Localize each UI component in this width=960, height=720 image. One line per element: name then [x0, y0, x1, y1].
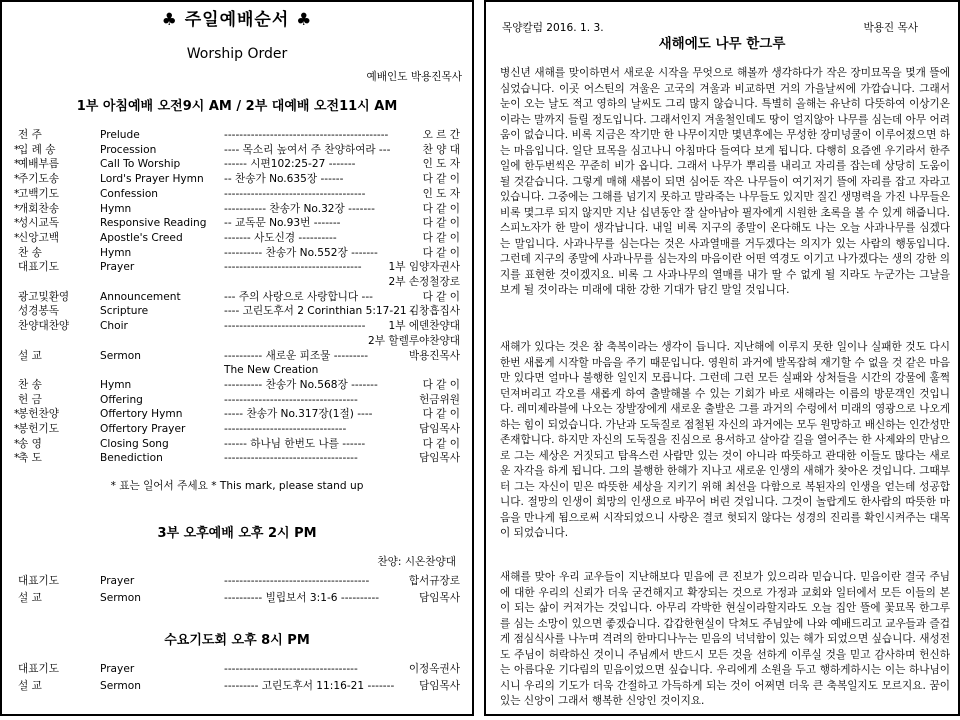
worship-order-page [0, 0, 474, 716]
item-mark: * [14, 217, 20, 230]
order-item [14, 216, 460, 231]
order-item [14, 143, 460, 158]
order-item [14, 407, 460, 422]
service3-praise: 찬양: 시온찬양대 [377, 556, 456, 568]
item-english: Benediction [100, 452, 163, 465]
item-leader: 담임목사 [419, 423, 460, 435]
item-leader: 2부 할렐루야찬양대 [368, 334, 460, 347]
order-item [14, 231, 460, 246]
item-detail: ------------------------------------- [224, 320, 366, 333]
item-english: Closing Song [100, 437, 169, 450]
item-detail: ---------- 찬송가 No.552장 ------- [224, 246, 378, 259]
order-item [14, 128, 460, 143]
item-mark: * [14, 452, 20, 465]
item-detail: ---------- 새로운 피조물 --------- [224, 349, 369, 362]
order-item [14, 172, 460, 187]
item-english: Hymn [100, 378, 132, 391]
item-english: Sermon [100, 591, 141, 604]
item-leader: 인 도 자 [422, 158, 460, 171]
item-english: Sermon [100, 679, 141, 692]
item-detail: ------------------------------------------- [224, 129, 389, 141]
item-mark: * [14, 437, 20, 450]
item-leader: 다 같 이 [422, 408, 460, 421]
item-english: Call To Worship [100, 158, 181, 171]
column-header-date: 목양칼럼 2016. 1. 3. [502, 22, 604, 34]
item-detail: -------------------------------- [224, 423, 347, 435]
stand-note: * 표는 일어서 주세요 * This mark, please stand up [110, 480, 364, 492]
column-title: 새해에도 나무 한그루 [658, 36, 786, 52]
order-item [14, 437, 460, 452]
item-korean: 전 주 [18, 129, 42, 141]
item-korean: 대표기도 [18, 575, 59, 587]
order-item [14, 187, 460, 202]
item-english: Offertory Prayer [100, 423, 186, 435]
order-item [14, 393, 460, 408]
item-leader: 1부 에덴찬양대 [388, 320, 460, 333]
item-detail: ---------- 빌립보서 3:1-6 ---------- [224, 591, 380, 604]
item-mark: * [14, 423, 20, 435]
item-korean: 축 도 [18, 452, 42, 465]
item-detail: ------- 사도신경 ---------- [224, 231, 337, 244]
item-detail: -- 찬송가 No.635장 ------ [224, 173, 344, 186]
item-leader: 인 도 자 [422, 187, 460, 200]
order-item [14, 334, 460, 349]
item-mark: * [14, 231, 20, 244]
order-item [14, 574, 460, 589]
item-detail: ----------------------------------- [224, 663, 358, 675]
item-english: Hymn [100, 246, 132, 259]
item-english: Prayer [100, 663, 135, 675]
item-korean: 대표기도 [18, 261, 59, 274]
item-leader: 다 같 이 [422, 217, 460, 230]
item-korean: 찬 송 [18, 246, 42, 259]
item-leader: 합서규장로 [408, 575, 460, 587]
order-item [14, 202, 460, 217]
item-mark: * [14, 187, 20, 200]
order-item [14, 275, 460, 290]
item-detail: -- 교독문 No.93번 ------- [224, 217, 341, 230]
page-subtitle: Worship Order [186, 46, 288, 62]
item-english: Procession [100, 143, 157, 156]
item-korean: 봉헌기도 [18, 423, 59, 435]
item-korean: 송 영 [18, 437, 42, 450]
item-english: Sermon [100, 349, 141, 362]
order-item [14, 246, 460, 261]
order-item [14, 260, 460, 275]
item-english: Confession [100, 187, 159, 200]
item-korean: 성경봉독 [18, 305, 59, 318]
order-item [14, 451, 460, 466]
order-item [14, 157, 460, 172]
item-english: Hymn [100, 202, 132, 215]
order-item [14, 378, 460, 393]
item-detail: -------------------------------------- [224, 575, 370, 587]
order-item [14, 422, 460, 437]
item-leader: 다 같 이 [422, 290, 460, 303]
item-detail: ------ 시편102:25-27 ------- [224, 158, 356, 171]
item-leader: 담임목사 [419, 679, 460, 692]
item-mark: * [14, 173, 20, 186]
item-detail: ----------------------------------- [224, 393, 358, 406]
item-korean: 고백기도 [18, 187, 59, 200]
service1-heading: 1부 아침예배 오전9시 AM / 2부 대예배 오전11시 AM [76, 99, 398, 114]
item-mark: * [14, 202, 20, 215]
page-title: ♣ 주일예배순서 ♣ [161, 10, 313, 30]
wednesday-heading: 수요기도회 오후 8시 PM [164, 633, 310, 648]
item-english: Scripture [100, 305, 149, 318]
item-korean: 봉헌찬양 [18, 408, 59, 421]
order-item [14, 679, 460, 694]
item-detail: ------------------------------------- [224, 187, 366, 200]
item-english: Choir [100, 320, 128, 333]
item-korean: 성시교독 [18, 217, 59, 230]
item-mark: * [14, 408, 20, 421]
column-paragraph-3: 새해를 맞아 우리 교우들이 지난해보다 믿음에 큰 진보가 있으리라 믿습니다. 믿음이란 결국 주님에 대한 우리의 신뢰가 더욱 굳건해지고 확장되는 것으로 가정과 교회와 일터에서 모든 이들의 본이 되는 삶이 커져가는 것입니다. 아무리 각박한 현실이라할지라도 오늘 집안 뜰에 꽃묘목 한그루를 심는 소망이 있으면 좋겠습니다. 갑갑한현실이 닥쳐도 주님앞에 나와 예배드리고 교우들과 즐겁게 점심식사를 나누며 격려의 한마디나누는 믿음의 넉넉함이 있는 해가 되었으면 싶습니다. 새성전도 주님이 허락하신 것이니 주님께서 반드시 모든 것을 선하게 이루실 것을 믿고 감사하며 헌신하는 아름다운 기다림의 믿음이었으면 싶습니다. 우리에게 소원을 두고 행하게하시는 이는 하나님이시니 우리의 기도가 더욱 간절하고 가득하게 되는 것이 어쩌면 더욱 큰 축복일지도 모르지요. 꿈이 있는 신앙이 그래서 행복한 신앙인 것이지요. [500, 571, 950, 707]
item-leader: 찬 양 대 [422, 143, 460, 156]
item-english: Apostle's Creed [100, 231, 183, 244]
item-english: Announcement [100, 290, 181, 303]
item-leader: 담임목사 [419, 591, 460, 604]
item-detail: The New Creation [224, 364, 319, 377]
item-korean: 대표기도 [18, 663, 59, 675]
worship-leader: 예배인도 박용진목사 [366, 71, 462, 83]
order-item [14, 290, 460, 305]
order-item [14, 349, 460, 364]
item-leader: 다 같 이 [422, 246, 460, 259]
item-english: Prayer [100, 575, 135, 587]
item-english: Prayer [100, 261, 135, 274]
item-leader: 다 같 이 [422, 202, 460, 215]
item-leader: 김창흡집사 [408, 305, 460, 318]
order-item [14, 363, 460, 378]
item-korean: 설 교 [18, 591, 42, 604]
service3-heading: 3부 오후예배 오후 2시 PM [157, 526, 317, 541]
item-english: Offertory Hymn [100, 408, 183, 421]
item-mark: * [14, 158, 20, 171]
item-detail: ----- 찬송가 No.317장(1절) ---- [224, 408, 373, 421]
item-korean: 찬 송 [18, 378, 42, 391]
item-korean: 설 교 [18, 679, 42, 692]
order-item [14, 662, 460, 677]
item-korean: 헌 금 [18, 393, 42, 406]
item-korean: 개회찬송 [18, 202, 59, 215]
column-paragraph-1: 병신년 새해를 맞이하면서 새로운 시작을 무엇으로 해볼까 생각하다가 작은 장미묘목을 몇개 뜰에 심었습니다. 이곳 어스틴의 겨울은 고국의 겨울과 비교하면 거의 가을날씨에 가깝습니다. 그래서 눈이 오는 날도 적고 영하의 날씨도 그리 많지 않습니다. 특별히 올해는 유난히 다뜻하여 이상기온이라는 말까지 들릴 정도입니다. 그래서인지 겨울철인데도 땅이 얼지않아 나무를 심는데 아무 어려움이 없습니다. 비록 지금은 작기만 한 나무이지만 몇년후에는 무성한 장미넝쿨이 이루어졌으면 하는 마음입니다. 일단 묘목을 심고나니 아침마다 들여다 보게 됩니다. 다행히 요즘엔 우기라서 한주일에 한두번씩은 꾸준히 비가 옵니다. 그래서 나무가 뿌리를 내리고 자리를 잡는데 상당히 도움이 될 것같습니다. 그렇게 매해 새봄이 되면 심어둔 작은 나무들이 여기저기 뜰에 자리를 잡고 자라고 있습니다. 그중에는 그해를 넘기지 못하고 말라죽는 나무들도 있지만 질긴 생명력을 가진 나무들은 비록 몇그루 되지 않지만 지난 십년동안 잘 살아남아 필자에게 시원한 초록을 볼 수 있게 해줍니다. 스피노자가 한 말이 생각납니다. 내일 비록 지구의 종말이 온다해도 나는 오늘 사과나무를 심겠다는 말입니다. 사과나무를 심는다는 것은 사과열매를 거두겠다는 의지가 있는 사람의 행동입니다. 그런데 지구의 종말에 사과나무를 심는자의 마음이란 어떤 역경도 이기고 나가겠다는 생의 강한 의지를 표현한 것이겠지요. 비록 그 사과나무의 열매를 내가 딸 수 없게 될 지라도 누군가는 그날을 보게 될 것이라는 미래에 대한 강한 기대가 담긴 말일 것입니다. [500, 67, 950, 296]
item-detail: ---- 고린도후서 2 Corinthian 5:17-21 - [224, 305, 414, 318]
item-leader: 오 르 간 [422, 129, 460, 141]
item-leader: 헌금위원 [419, 393, 460, 406]
order-item [14, 304, 460, 319]
item-leader: 다 같 이 [422, 173, 460, 186]
pastor-column-page [484, 0, 960, 716]
item-english: Responsive Reading [100, 217, 207, 230]
item-detail: ----------------------------------- [224, 452, 358, 465]
item-leader: 다 같 이 [422, 437, 460, 450]
item-detail: ---- 목소리 높여서 주 찬양하여라 --- [224, 143, 391, 156]
item-korean: 주기도송 [18, 173, 59, 186]
column-author: 박용진 목사 [863, 22, 918, 34]
item-english: Offering [100, 393, 143, 406]
item-korean: 입 례 송 [18, 143, 56, 156]
item-leader: 박용진목사 [408, 349, 460, 362]
item-mark: * [14, 143, 20, 156]
order-item [14, 319, 460, 334]
item-detail: ---------- 찬송가 No.568장 ------- [224, 378, 378, 391]
item-leader: 다 같 이 [422, 231, 460, 244]
item-leader: 다 같 이 [422, 378, 460, 391]
column-paragraph-2: 새해가 있다는 것은 참 축복이라는 생각이 듭니다. 지난해에 이루지 못한 일이나 실패한 것도 다시한번 새롭게 시작할 마음을 주기 때문입니다. 영원히 과거에 발목잡혀 재기할 수 없을 것 같은 마음만 있다면 얼마나 불행한 일인지 모릅니다. 그런데 그런 모든 실패와 상처들을 시간의 강물에 훌쩍 던져버리고 각오를 새롭게 하여 출발해볼 수 있는 기회가 바로 새해라는 이름의 방문객인 것입니다. 레미제라블에 나오는 장발장에게 새로운 출발은 그를 과거의 수렁에서 미래의 영광으로 나오게 하는 힘이 되었습니다. 가난과 도둑질로 점철된 자신의 과거에는 모두 원망하고 배신하는 인간성만 존재합니다. 하지만 자신의 도둑질을 진심으로 용서하고 살아갈 길을 열어주는 한 사제와의 만남으로 그는 세상은 거짓되고 탐욕스런 사람만 있는 것이 아니라 따뜻하고 관대한 이들도 많다는 새로운 자각을 하게 됩니다. 그의 불행한 한해가 지나고 새로운 인생의 새해가 찾아온 것입니다. 그때부터 그는 자신이 믿은 따뜻한 세상을 지키기 위해 최선을 다함으로 복된자의 인생을 얻는데 성공합니다. 절망의 인생이 희망의 인생으로 바꾸어 버린 것입니다. 그것이 놀랍게도 한사람의 따뜻한 마음을 만나게 됨으로써 시작되었으니 사랑은 결코 헛되지 않다는 성경의 진리를 확인시켜주는 대목이 되었습니다. [500, 341, 950, 539]
item-leader: 2부 손정철장로 [388, 276, 460, 288]
item-english: Lord's Prayer Hymn [100, 173, 204, 186]
item-korean: 찬양대찬양 [18, 320, 70, 333]
item-korean: 광고및환영 [18, 290, 70, 303]
item-english: Prelude [100, 129, 140, 141]
item-leader: 1부 임양자권사 [388, 261, 460, 274]
item-detail: ------ 하나님 한번도 나를 ------ [224, 437, 366, 450]
item-detail: ----------- 찬송가 No.32장 ------- [224, 202, 375, 215]
item-leader: 담임목사 [419, 452, 460, 465]
item-detail: ------------------------------------ [224, 261, 362, 274]
item-korean: 예배부름 [18, 158, 59, 171]
item-korean: 신앙고백 [18, 231, 59, 244]
order-item [14, 591, 460, 606]
item-detail: --- 주의 사랑으로 사랑합니다 --- [224, 290, 373, 303]
item-detail: --------- 고린도후서 11:16-21 ------- [224, 679, 395, 692]
item-korean: 설 교 [18, 349, 42, 362]
item-leader: 이정옥권사 [408, 663, 460, 675]
